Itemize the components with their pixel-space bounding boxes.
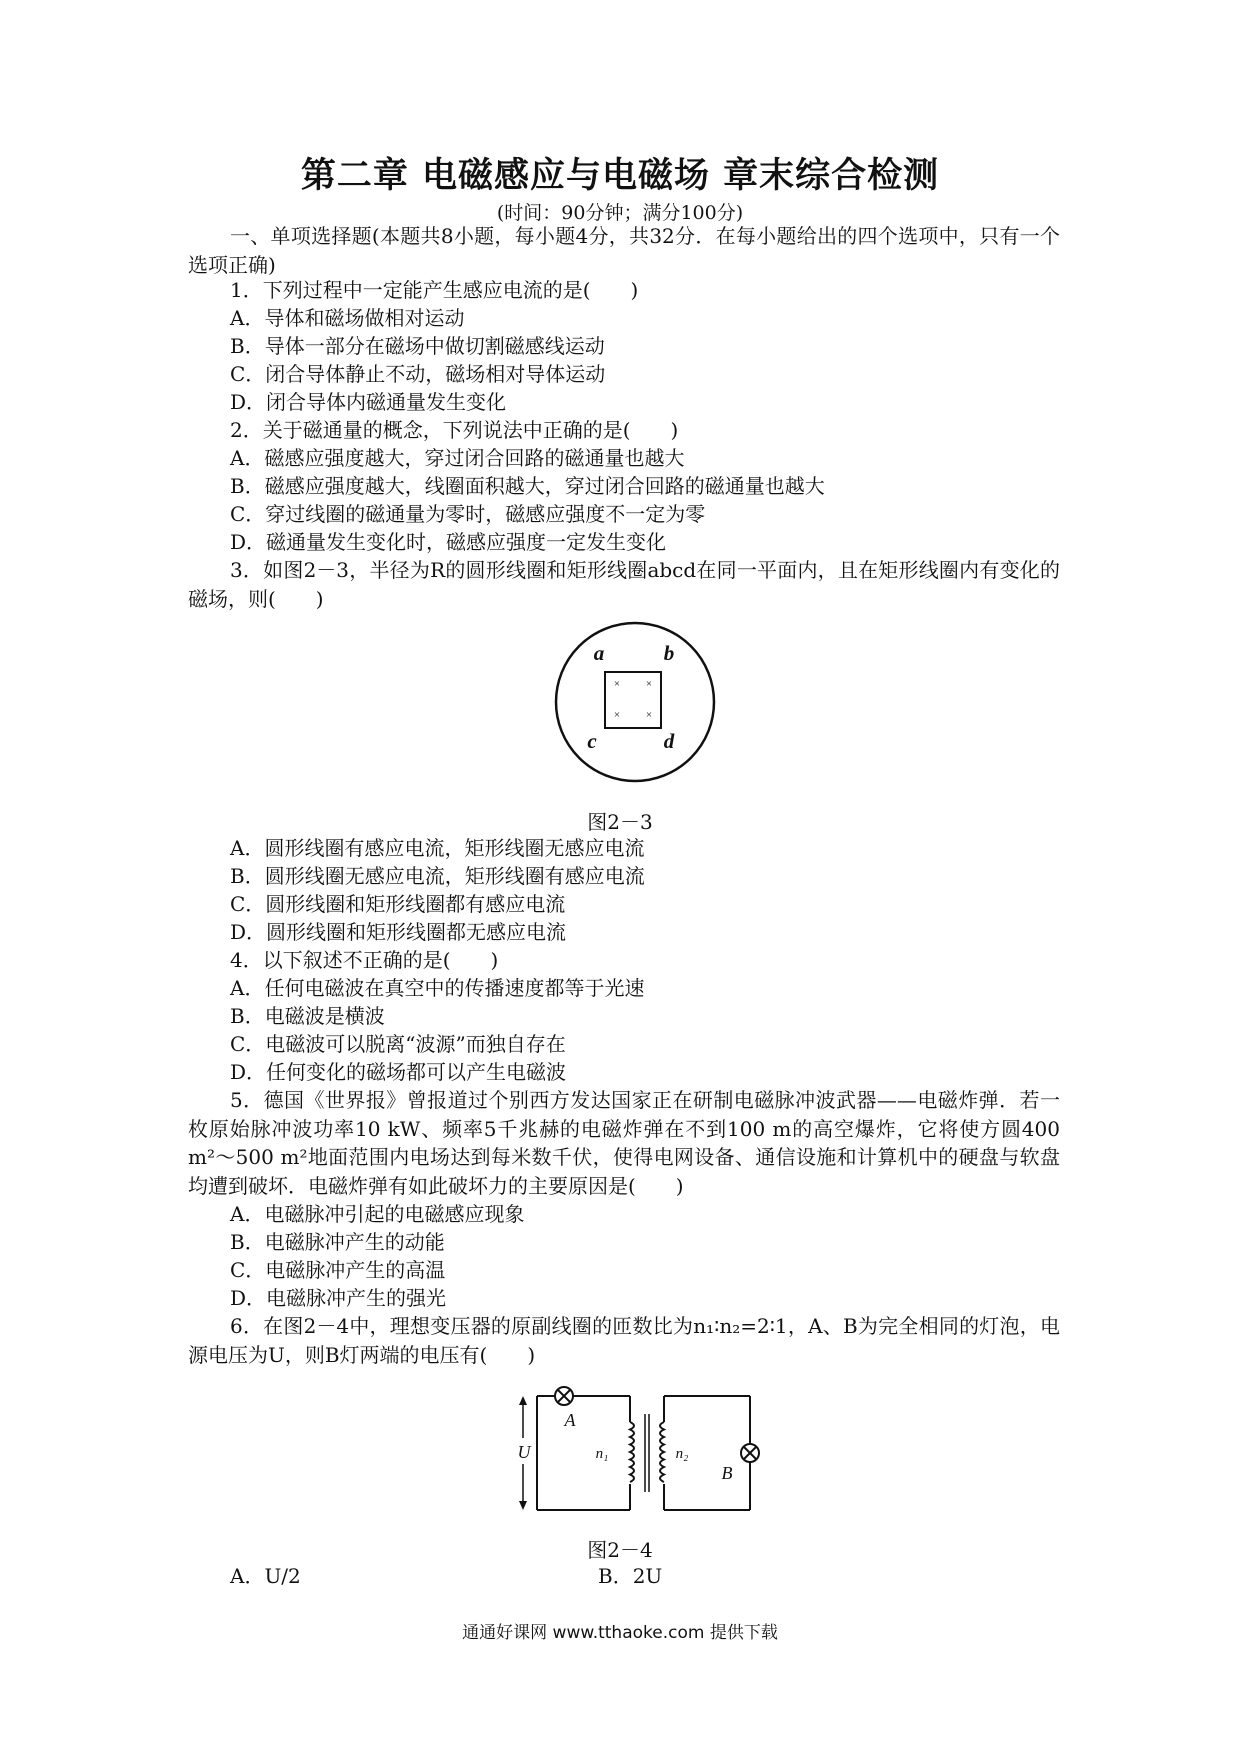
circular-coil [556,623,714,781]
figure-caption: 图2－3 [587,810,653,834]
page-subtitle: (时间：90分钟；满分100分) [496,202,744,224]
label-n2: n₂ [675,1446,689,1462]
option-b: B．圆形线圈无感应电流，矩形线圈有感应电流 [230,864,645,888]
option-d: D．闭合导体内磁通量发生变化 [230,390,507,414]
figure-circle-rectangle-coils [553,620,717,784]
figure-caption: 图2－4 [587,1538,653,1562]
question-stem: 5．德国《世界报》曾报道过个别西方发达国家正在研制电磁脉冲波武器——电磁炸弹．若一枚原始脉冲波功率10 kW、频率5千兆赫的电磁炸弹在不到100 m的高空爆炸，它将使方圆400 m²～500 m²地面范围内电场达到每米数千伏，使得电网设备、通信设施和计算机中的硬盘与软盘均遭到破坏．电磁炸弹有如此破坏力的主要原因是( ) [188,1088,1060,1198]
option-a: A．任何电磁波在真空中的传播速度都等于光速 [230,976,645,1000]
option-c: C．闭合导体静止不动，磁场相对导体运动 [230,362,606,386]
option-b: B．磁感应强度越大，线圈面积越大，穿过闭合回路的磁通量也越大 [230,474,825,498]
lamp-a-symbol [555,1387,573,1405]
option-b: B．导体一部分在磁场中做切割磁感线运动 [230,334,605,358]
label-lamp-a: A [564,1410,576,1430]
figure-transformer-circuit [517,1378,780,1523]
option-a: A．磁感应强度越大，穿过闭合回路的磁通量也越大 [230,446,685,470]
label-a: a [593,641,605,665]
option-a: A．U/2 [230,1564,301,1588]
option-c: C．电磁波可以脱离“波源”而独自存在 [230,1032,566,1056]
option-c: C．圆形线圈和矩形线圈都有感应电流 [230,892,566,916]
question-stem: 2．关于磁通量的概念，下列说法中正确的是( ) [230,418,679,442]
svg-text:×: × [613,678,621,690]
question-stem: 6．在图2－4中，理想变压器的原副线圈的匝数比为n₁∶n₂=2∶1，A、B为完全相同的灯泡，电源电压为U，则B灯两端的电压有( ) [188,1314,1060,1367]
label-voltage-u: U [517,1442,531,1462]
section-intro: 一、单项选择题(本题共8小题，每小题4分，共32分．在每小题给出的四个选项中，只有一个选项正确) [188,224,1060,277]
primary-coil [630,1422,634,1482]
label-d: d [663,729,675,753]
option-a: A．电磁脉冲引起的电磁感应现象 [230,1202,525,1226]
option-d: D．磁通量发生变化时，磁感应强度一定发生变化 [230,530,667,554]
option-d: D．电磁脉冲产生的强光 [230,1286,447,1310]
option-c: C．穿过线圈的磁通量为零时，磁感应强度不一定为零 [230,502,706,526]
label-b: b [663,641,675,665]
svg-text:×: × [613,709,621,721]
magnetic-field-marks [614,678,652,721]
option-a: A．圆形线圈有感应电流，矩形线圈无感应电流 [230,836,645,860]
page-footer: 通通好课网 www.tthaoke.com 提供下载 [462,1623,778,1643]
option-b: B．电磁脉冲产生的动能 [230,1230,445,1254]
option-c: C．电磁脉冲产生的高温 [230,1258,446,1282]
label-n1: n₁ [595,1446,609,1462]
label-lamp-b: B [721,1463,733,1483]
question-stem: 4．以下叙述不正确的是( ) [230,948,499,972]
secondary-coil [660,1422,664,1482]
page-title: 第二章 电磁感应与电磁场 章末综合检测 [300,156,940,196]
option-a: A．导体和磁场做相对运动 [230,306,465,330]
option-d: D．任何变化的磁场都可以产生电磁波 [230,1060,567,1084]
lamp-b-symbol [741,1444,759,1462]
svg-text:×: × [645,709,653,721]
option-b: B．2U [598,1564,663,1588]
label-c: c [587,729,597,753]
question-stem: 3．如图2－3，半径为R的圆形线圈和矩形线圈abcd在同一平面内，且在矩形线圈内有变化的磁场，则( ) [188,558,1060,611]
option-b: B．电磁波是横波 [230,1004,385,1028]
svg-text:×: × [645,678,653,690]
question-stem: 1．下列过程中一定能产生感应电流的是( ) [230,278,639,302]
option-d: D．圆形线圈和矩形线圈都无感应电流 [230,920,567,944]
